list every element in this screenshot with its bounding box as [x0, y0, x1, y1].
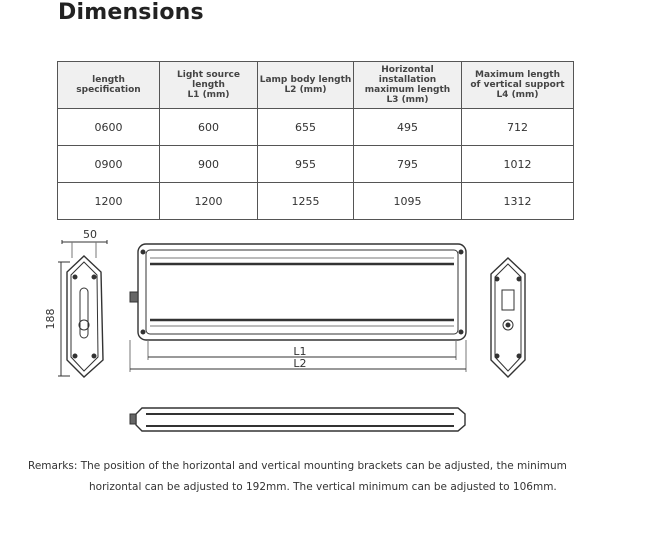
table-cell: 1200	[58, 183, 160, 220]
table-cell: 1012	[462, 146, 574, 183]
header-text: length	[92, 75, 125, 85]
screw	[517, 277, 521, 281]
remarks-line: Remarks: The position of the horizontal and vertical mounting brackets can be adjusted, the minimum	[28, 460, 567, 472]
l2-label: L2	[293, 357, 307, 370]
screw	[459, 330, 463, 334]
table-cell: 795	[354, 146, 462, 183]
table-cell: 0600	[58, 109, 160, 146]
header-text: Light source length	[177, 70, 240, 90]
right-end-view	[491, 258, 525, 377]
l1-label: L1	[293, 345, 307, 358]
table-cell: 1255	[258, 183, 354, 220]
screw	[506, 323, 510, 327]
remarks	[28, 456, 628, 498]
table-cell: 0900	[58, 146, 160, 183]
switch	[502, 290, 514, 310]
height-label: 188	[44, 308, 57, 330]
table-cell: 600	[160, 109, 258, 146]
screw	[141, 330, 145, 334]
header-text: of vertical support	[470, 80, 565, 90]
screw	[92, 275, 96, 279]
connector	[130, 292, 138, 302]
header-text: maximum length	[364, 85, 451, 95]
screw	[517, 354, 521, 358]
table-cell: 495	[354, 109, 462, 146]
screw	[73, 354, 77, 358]
page-title: Dimensions	[58, 0, 204, 25]
screw	[92, 354, 96, 358]
table-cell: 1095	[354, 183, 462, 220]
header-text: Horizontal installation	[378, 65, 437, 85]
width-label: 50	[83, 228, 97, 241]
table-cell: 655	[258, 109, 354, 146]
table-cell: 1312	[462, 183, 574, 220]
table-cell: 955	[258, 146, 354, 183]
screw	[141, 250, 145, 254]
header-text: Lamp body length	[259, 75, 352, 85]
screw	[73, 275, 77, 279]
side-view	[130, 408, 465, 431]
screw	[495, 277, 499, 281]
left-end-view	[58, 240, 107, 377]
header-text: specification	[76, 85, 141, 95]
header-text: L1 (mm)	[187, 90, 230, 100]
header-text: Maximum length	[475, 70, 560, 80]
table-cell: 712	[462, 109, 574, 146]
table-cell: 1200	[160, 183, 258, 220]
screw	[495, 354, 499, 358]
screw	[459, 250, 463, 254]
remarks-line: horizontal can be adjusted to 192mm. The vertical minimum can be adjusted to 106mm.	[89, 481, 557, 493]
header-text: L4 (mm)	[496, 90, 539, 100]
side-body-outline	[136, 408, 465, 431]
table-cell: 900	[160, 146, 258, 183]
lamp-body-inner	[146, 250, 458, 334]
header-text: L2 (mm)	[284, 85, 327, 95]
connector	[130, 414, 136, 424]
header-text: L3 (mm)	[386, 95, 429, 105]
